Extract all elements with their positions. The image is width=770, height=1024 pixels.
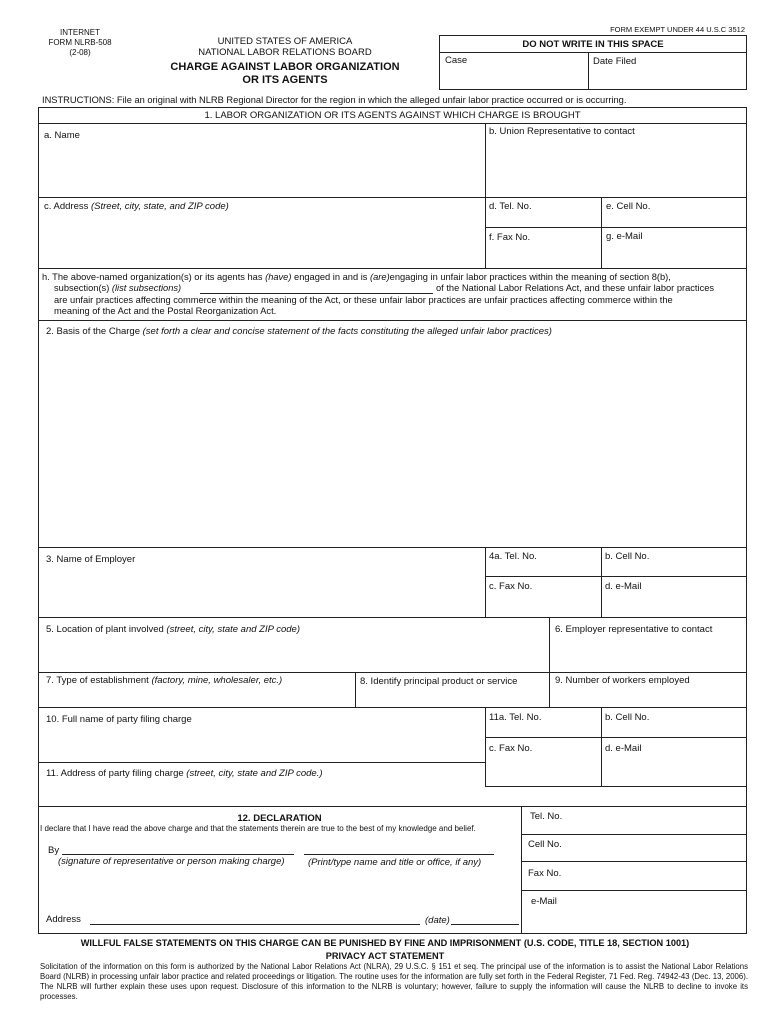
worker-count-field[interactable]: 9. Number of workers employed: [555, 675, 690, 686]
party-address-field[interactable]: [46, 768, 323, 780]
form-title-line1: CHARGE AGAINST LABOR ORGANIZATION: [170, 61, 400, 73]
plant-location-label: 5. Location of plant involved: [46, 624, 167, 635]
section-h-line1: h. The above-named organization(s) or its agents has (have) engaged in and is (are)engaging in unfair labor practices within the meaning of section 8(b),: [42, 272, 671, 282]
union-cell-field[interactable]: e. Cell No.: [606, 201, 651, 212]
employer-fax-field[interactable]: c. Fax No.: [489, 581, 533, 592]
do-not-write-label: DO NOT WRITE IN THIS SPACE: [522, 39, 664, 50]
union-email-field[interactable]: g. e-Mail: [606, 231, 643, 242]
agency-line2: NATIONAL LABOR RELATIONS BOARD: [198, 47, 372, 58]
case-label: Case: [445, 55, 468, 66]
basis-of-charge-field[interactable]: [46, 326, 552, 338]
signature-hint: (signature of representative or person making charge): [58, 856, 285, 867]
signature-field[interactable]: [62, 854, 294, 855]
basis-hint: (set forth a clear and concise statement of the facts constituting the alleged unfair labor practices): [142, 326, 552, 337]
section1-heading: 1. LABOR ORGANIZATION OR ITS AGENTS AGAINST WHICH CHARGE IS BROUGHT: [204, 110, 581, 121]
union-address-hint: (Street, city, state, and ZIP code): [91, 201, 229, 212]
party-address-hint: (street, city, state and ZIP code.): [186, 768, 323, 779]
section-h-line2-end: of the National Labor Relations Act, and these unfair labor practices: [436, 283, 715, 293]
employer-tel-field[interactable]: 4a. Tel. No.: [489, 551, 537, 562]
date-filed-label: Date Filed: [593, 56, 637, 67]
declarant-cell-field[interactable]: Cell No.: [528, 839, 562, 850]
form-title-line2: OR ITS AGENTS: [242, 74, 328, 86]
employer-name-field[interactable]: 3. Name of Employer: [46, 554, 136, 565]
product-service-field[interactable]: 8. Identify principal product or service: [360, 676, 518, 687]
plant-location-field[interactable]: [46, 624, 300, 636]
party-fax-field[interactable]: c. Fax No.: [489, 743, 533, 754]
privacy-heading: PRIVACY ACT STATEMENT: [325, 951, 445, 961]
print-name-field[interactable]: [304, 854, 494, 855]
basis-label: 2. Basis of the Charge: [46, 326, 143, 337]
union-address-label: c. Address: [44, 201, 91, 212]
form-id-line3: (2-08): [69, 48, 91, 57]
declaration-address-field[interactable]: [90, 924, 420, 925]
employer-email-field[interactable]: d. e-Mail: [605, 581, 642, 592]
party-cell-field[interactable]: b. Cell No.: [605, 712, 650, 723]
false-statement-warning: WILLFUL FALSE STATEMENTS ON THIS CHARGE CAN BE PUNISHED BY FINE AND IMPRISONMENT (U.S. CODE, TITLE 18, SECTION 1001): [80, 938, 690, 948]
party-email-field[interactable]: d. e-Mail: [605, 743, 642, 754]
form-id-line2: FORM NLRB-508: [48, 38, 112, 47]
declaration-text: I declare that I have read the above charge and that the statements therein are true to the best of my knowledge and belief.: [40, 824, 476, 833]
section-h-line4: meaning of the Act and the Postal Reorganization Act.: [54, 306, 277, 316]
party-tel-field[interactable]: 11a. Tel. No.: [489, 712, 542, 723]
declarant-fax-field[interactable]: Fax No.: [528, 868, 562, 879]
form-id-line1: INTERNET: [60, 28, 100, 37]
print-name-hint: (Print/type name and title or office, if any): [308, 857, 482, 868]
employer-rep-field[interactable]: 6. Employer representative to contact: [555, 624, 713, 635]
declaration-address-label: Address: [46, 914, 81, 925]
privacy-statement: Solicitation of the information on this form is authorized by the National Labor Relations Act (NLRA), 29 U.S.C. § 151 et seq. The principal use of the information is to assist the National Labor Relations Board (NLRB) in processing unfair labor practice and related proceedings or litigation. The routine uses for the information are fully set forth in the Federal Register, 71 Fed. Reg. 74942-43 (Dec. 13, 2006). The NLRB will further explain these uses upon request. Disclosure of this information to the NLRB is voluntary; however, failure to supply the information will cause the NLRB to decline to invoke its processes.: [40, 962, 748, 1001]
declarant-email-field[interactable]: e-Mail: [531, 896, 557, 907]
party-address-label: 11. Address of party filing charge: [46, 768, 187, 779]
instructions: INSTRUCTIONS: File an original with NLRB Regional Director for the region in which the alleged unfair labor practice occurred or is occurring.: [42, 95, 627, 105]
establishment-type-label: 7. Type of establishment: [46, 675, 152, 686]
party-name-field[interactable]: 10. Full name of party filing charge: [46, 714, 192, 725]
union-fax-field[interactable]: f. Fax No.: [489, 232, 531, 243]
union-address-field[interactable]: [44, 201, 229, 213]
declarant-tel-field[interactable]: Tel. No.: [530, 811, 563, 822]
section-h-line2-label: subsection(s) (list subsections): [54, 283, 182, 293]
employer-cell-field[interactable]: b. Cell No.: [605, 551, 650, 562]
agency-line1: UNITED STATES OF AMERICA: [217, 36, 353, 47]
declaration-date-label: (date): [425, 915, 450, 926]
exempt-notice: FORM EXEMPT UNDER 44 U.S.C 3512: [610, 25, 745, 34]
section-h-line3: are unfair practices affecting commerce within the meaning of the Act, or these unfair labor practices are unfair practices affecting commerce within the: [54, 295, 673, 305]
union-rep-field[interactable]: b. Union Representative to contact: [489, 126, 635, 137]
declaration-date-field[interactable]: [451, 924, 519, 925]
declaration-heading: 12. DECLARATION: [237, 813, 322, 824]
by-label: By: [48, 845, 60, 856]
establishment-type-field[interactable]: [46, 675, 282, 687]
establishment-type-hint: (factory, mine, wholesaler, etc.): [151, 675, 283, 686]
union-tel-field[interactable]: d. Tel. No.: [489, 201, 532, 212]
plant-location-hint: (street, city, state and ZIP code): [166, 624, 301, 635]
union-name-field[interactable]: a. Name: [44, 130, 80, 141]
